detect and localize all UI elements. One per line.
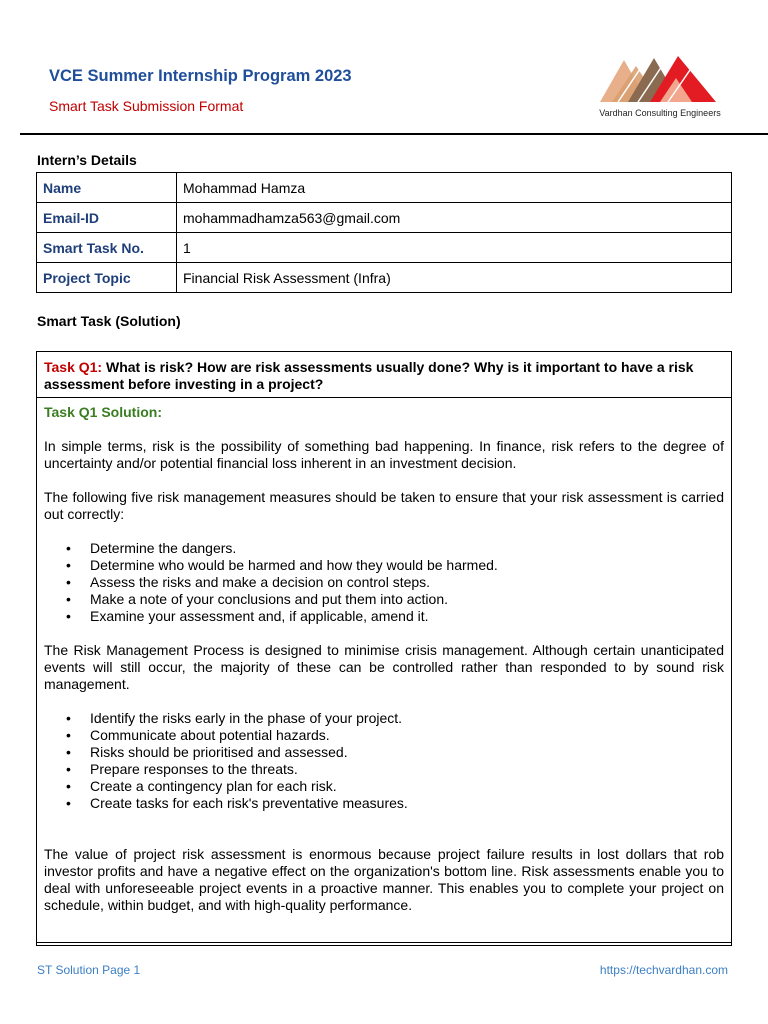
table-row <box>37 233 732 263</box>
task-question <box>37 352 731 398</box>
name-value: Mohammad Hamza <box>177 173 732 203</box>
interns-details-table <box>36 172 732 293</box>
question-tag: Task Q1: <box>44 359 103 375</box>
footer-url[interactable]: https://techvardhan.com <box>599 963 728 977</box>
list-item: • Communicate about potential hazards. <box>90 727 724 744</box>
paragraph: The following five risk management measures should be taken to ensure that your risk assessment is carried out correctly: <box>44 489 724 522</box>
list-item: • Create a contingency plan for each risk. <box>90 778 724 795</box>
footer-page-label: ST Solution Page 1 <box>37 963 141 977</box>
program-subtitle: Smart Task Submission Format <box>49 98 244 114</box>
list-item: • Examine your assessment and, if applicable, amend it. <box>90 608 724 625</box>
table-row <box>37 263 732 293</box>
mountain-peaks-logo-icon <box>598 52 722 108</box>
project-topic-value: Financial Risk Assessment (Infra) <box>177 263 732 293</box>
list-item: • Risks should be prioritised and assessed. <box>90 744 724 761</box>
list-item: • Determine the dangers. <box>90 540 724 557</box>
list-item: • Determine who would be harmed and how they would be harmed. <box>90 557 724 574</box>
name-key: Name <box>37 173 177 203</box>
list-item: • Prepare responses to the threats. <box>90 761 724 778</box>
task-box-inner-rule <box>36 942 732 943</box>
project-topic-key: Project Topic <box>37 263 177 293</box>
risk-process-list <box>44 710 724 812</box>
company-logo <box>598 52 722 122</box>
smart-task-label: Smart Task (Solution) <box>37 313 181 329</box>
solution-title: Task Q1 Solution: <box>44 404 162 420</box>
risk-measures-list <box>44 540 724 625</box>
interns-details-label: Intern’s Details <box>37 152 137 168</box>
task-solution <box>37 398 731 914</box>
header-divider <box>20 133 768 135</box>
task-no-value: 1 <box>177 233 732 263</box>
paragraph: The value of project risk assessment is enormous because project failure results in lost dollars that rob investor profits and have a negative effect on the organization's bottom line. Risk assessments enable you to deal with unforeseeable project events in a proactive manner. This enables you to complete your project on schedule, within budget, and with high-quality performance. <box>44 846 724 913</box>
question-text: What is risk? How are risk assessments usually done? Why is it important to have a risk assessment before investing in a project? <box>44 359 694 392</box>
list-item: • Make a note of your conclusions and put them into action. <box>90 591 724 608</box>
task-box <box>36 351 732 946</box>
table-row <box>37 203 732 233</box>
task-no-key: Smart Task No. <box>37 233 177 263</box>
program-title: VCE Summer Internship Program 2023 <box>49 67 352 85</box>
list-item: • Assess the risks and make a decision on control steps. <box>90 574 724 591</box>
logo-caption: Vardhan Consulting Engineers <box>599 108 721 118</box>
paragraph: In simple terms, risk is the possibility of something bad happening. In finance, risk refers to the degree of uncertainty and/or potential financial loss inherent in an investment decision. <box>44 438 724 471</box>
table-row <box>37 173 732 203</box>
list-item: • Create tasks for each risk's preventative measures. <box>90 795 724 812</box>
email-key: Email-ID <box>37 203 177 233</box>
paragraph: The Risk Management Process is designed to minimise crisis management. Although certain unanticipated events will still occur, the majority of these can be controlled rather than responded to by sound risk management. <box>44 642 724 692</box>
list-item: • Identify the risks early in the phase of your project. <box>90 710 724 727</box>
email-value: mohammadhamza563@gmail.com <box>177 203 732 233</box>
spacer <box>44 829 724 846</box>
